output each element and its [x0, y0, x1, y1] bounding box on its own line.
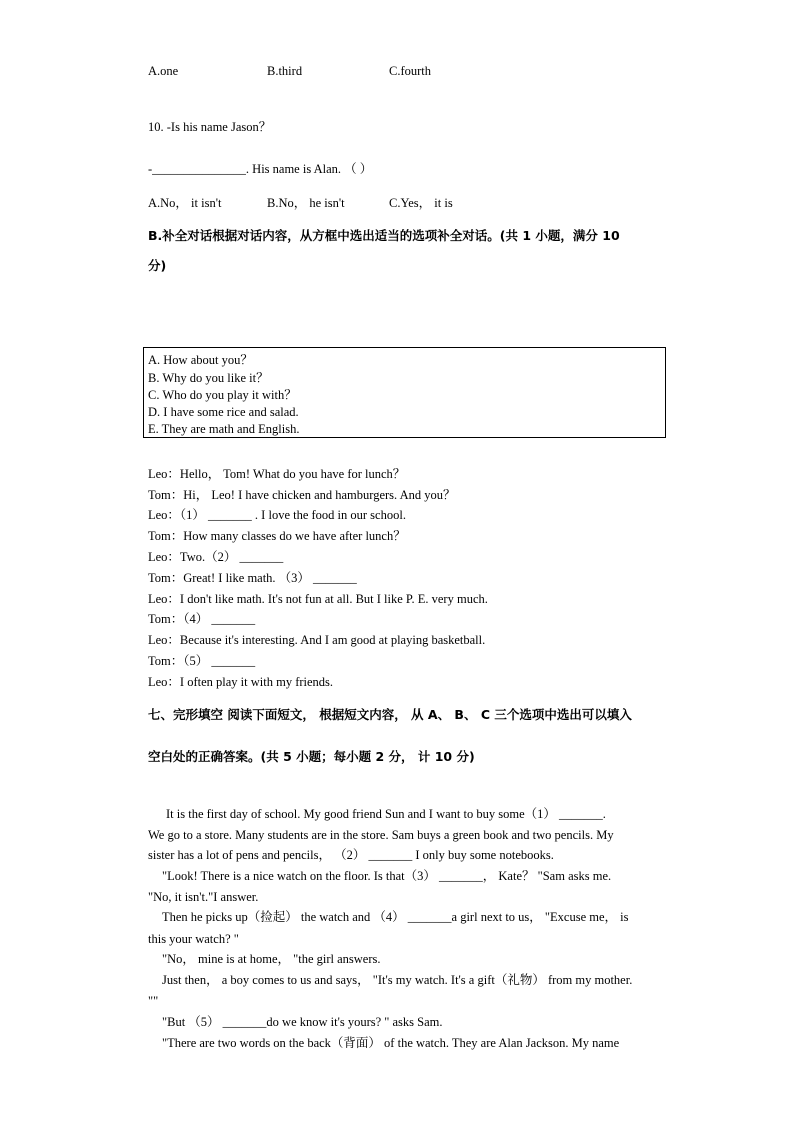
- options-box: [143, 347, 666, 438]
- dialogue-line: Leo：Hello， Tom! What do you have for lunch？: [148, 467, 406, 481]
- dialogue-line: Tom：（5） _______: [148, 654, 256, 668]
- dialogue-line: Leo：I don't like math. It's not fun at all. But I like P. E. very much.: [148, 592, 488, 606]
- section-7-heading-line1: 七、完形填空 阅读下面短文， 根据短文内容， 从 A、 B、 C 三个选项中选出可以填入: [148, 707, 632, 722]
- passage-line: "There are two words on the back（背面） of the watch. They are Alan Jackson. My name: [162, 1036, 620, 1050]
- q9-option-c: C.fourth: [389, 64, 432, 78]
- section-7-heading-line2: 空白处的正确答案。(共 5 小题；每小题 2 分， 计 10 分): [148, 749, 475, 764]
- q9-option-a: A.one: [148, 64, 179, 78]
- box-option-b: B. Why do you like it？: [148, 371, 269, 385]
- box-option-a: A. How about you？: [148, 353, 253, 367]
- box-option-c: C. Who do you play it with？: [148, 388, 297, 402]
- passage-line: It is the first day of school. My good friend Sun and I want to buy some（1） _______.: [166, 807, 606, 821]
- passage-line: "": [148, 994, 159, 1008]
- passage-line: "No， mine is at home， "the girl answers.: [162, 952, 381, 966]
- q10-answer-line: -_______________. His name is Alan. （ ）: [148, 162, 373, 176]
- passage-line: "Look! There is a nice watch on the floor. Is that（3） _______， Kate？ "Sam asks me.: [162, 869, 612, 883]
- q10-option-a: A.No， it isn't: [148, 196, 222, 210]
- dialogue-line: Tom：Hi， Leo! I have chicken and hamburgers. And you？: [148, 488, 456, 502]
- dialogue-line: Leo：Two.（2） _______: [148, 550, 284, 564]
- dialogue-line: Tom：How many classes do we have after lunch？: [148, 529, 406, 543]
- box-option-d: D. I have some rice and salad.: [148, 405, 299, 419]
- passage-line: "No, it isn't."I answer.: [148, 890, 259, 904]
- q10-option-c: C.Yes， it is: [389, 196, 453, 210]
- passage-line: "But （5） _______do we know it's yours? " asks Sam.: [162, 1015, 443, 1029]
- dialogue-line: Leo：I often play it with my friends.: [148, 675, 334, 689]
- q10-question: 10. -Is his name Jason？: [148, 120, 272, 134]
- q10-option-b: B.No， he isn't: [267, 196, 345, 210]
- dialogue-line: Leo：Because it's interesting. And I am good at playing basketball.: [148, 633, 486, 647]
- dialogue-line: Tom：（4） _______: [148, 612, 256, 626]
- dialogue-line: Tom：Great! I like math. （3） _______: [148, 571, 357, 585]
- passage-line: this your watch? ": [148, 932, 239, 946]
- passage-line: Just then， a boy comes to us and says， "It's my watch. It's a gift（礼物） from my mother.: [162, 973, 633, 987]
- box-option-e: E. They are math and English.: [148, 422, 300, 436]
- q9-option-b: B.third: [267, 64, 303, 78]
- section-b-heading-line1: B.补全对话根据对话内容，从方框中选出适当的选项补全对话。(共 1 小题，满分 10: [148, 228, 620, 243]
- passage-line: Then he picks up（捡起） the watch and （4） _______a girl next to us， "Excuse me， is: [162, 910, 629, 924]
- passage-line: sister has a lot of pens and pencils， （2） _______ I only buy some notebooks.: [148, 848, 554, 862]
- section-b-heading-line2: 分): [148, 258, 167, 273]
- dialogue-line: Leo：（1） _______ . I love the food in our school.: [148, 508, 406, 522]
- passage-line: We go to a store. Many students are in the store. Sam buys a green book and two pencils. My: [148, 828, 614, 842]
